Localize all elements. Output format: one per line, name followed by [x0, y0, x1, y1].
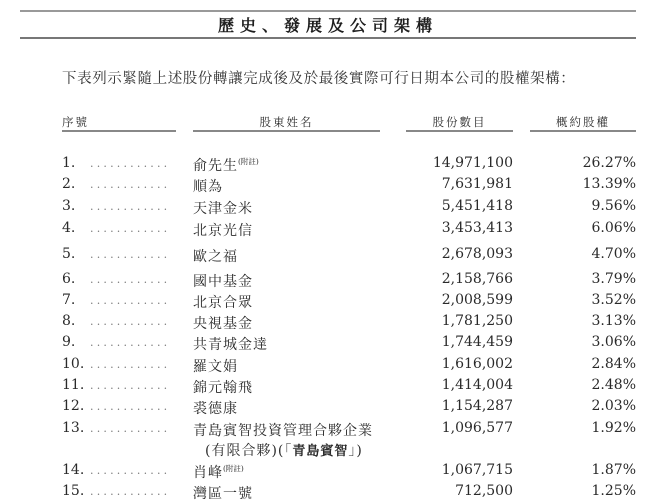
intro-paragraph: 下表列示緊隨上述股份轉讓完成後及於最後實際可行日期本公司的股權架構：: [62, 71, 576, 87]
shareholder-name: 青島賓智投資管理合夥企業: [193, 423, 373, 439]
leader-dots: ............: [90, 422, 171, 435]
table-row: [0, 398, 660, 418]
shareholding-pct: 13.39%: [582, 176, 636, 192]
header-underline-serial: [62, 130, 176, 132]
header-underline-name: [193, 130, 380, 132]
row-number: 9.: [62, 334, 76, 350]
table-row: [0, 462, 660, 482]
share-count: 712,500: [455, 483, 513, 499]
row-number: 10.: [62, 356, 85, 372]
shareholder-name-continuation: (有限合夥)(「青島賓智」): [205, 443, 363, 459]
table-row: [0, 246, 660, 266]
shareholder-name: 灣區一號: [193, 486, 253, 502]
shareholding-pct: 2.03%: [591, 398, 636, 414]
row-number: 14.: [62, 462, 85, 478]
table-row: [0, 313, 660, 333]
table-row: [0, 483, 660, 503]
shareholding-pct: 2.48%: [591, 377, 636, 393]
leader-dots: ............: [90, 222, 171, 235]
share-count: 14,971,100: [432, 155, 513, 171]
leader-dots: ............: [90, 178, 171, 191]
share-count: 1,067,715: [441, 462, 513, 478]
row-number: 12.: [62, 398, 85, 414]
share-count: 7,631,981: [441, 176, 513, 192]
shareholding-pct: 2.84%: [591, 356, 636, 372]
shareholding-pct: 1.92%: [591, 420, 636, 436]
header-share-count: 股份數目: [432, 115, 487, 129]
shareholding-pct: 3.13%: [591, 313, 636, 329]
row-number: 2.: [62, 176, 76, 192]
table-row: [0, 176, 660, 196]
table-row: [0, 377, 660, 397]
shareholder-name: 北京合眾: [193, 295, 253, 311]
shareholding-pct: 4.70%: [591, 246, 636, 262]
share-count: 2,008,599: [441, 292, 513, 308]
header-underline-pct: [530, 130, 636, 132]
row-number: 11.: [62, 377, 85, 393]
shareholder-name: 肖峰$^{(附註)}$: [193, 464, 244, 481]
shareholder-name: 錦元翰飛: [193, 380, 253, 396]
row-number: 4.: [62, 220, 76, 236]
share-count: 5,451,418: [441, 198, 513, 214]
share-count: 1,096,577: [441, 420, 513, 436]
row-number: 6.: [62, 271, 76, 287]
leader-dots: ............: [90, 315, 171, 328]
leader-dots: ............: [90, 157, 171, 170]
note-marker: (附註): [223, 464, 244, 473]
note-marker: (附註): [238, 157, 259, 166]
share-count: 3,453,413: [441, 220, 513, 236]
share-count: 1,154,287: [441, 398, 513, 414]
shareholding-pct: 1.25%: [591, 483, 636, 499]
share-count: 1,616,002: [441, 356, 513, 372]
defined-abbreviation: 青島賓智: [292, 444, 349, 459]
shareholding-pct: 9.56%: [591, 198, 636, 214]
shareholder-name: 共青城金達: [193, 337, 268, 353]
shareholder-name: 天津金米: [193, 201, 253, 217]
row-number: 5.: [62, 246, 76, 262]
header-approx-shareholding: 概約股權: [556, 115, 610, 129]
share-count: 2,678,093: [441, 246, 513, 262]
shareholder-name: 俞先生$^{(附註)}$: [193, 157, 259, 174]
header-serial-no: 序號: [62, 115, 89, 129]
table-row: [0, 271, 660, 291]
title-top-rule: [20, 10, 636, 12]
title-bottom-rule: [20, 37, 636, 39]
shareholding-pct: 1.87%: [591, 462, 636, 478]
row-number: 3.: [62, 198, 76, 214]
shareholder-name: 順為: [193, 179, 223, 195]
share-count: 1,744,459: [441, 334, 513, 350]
leader-dots: ............: [90, 464, 171, 477]
header-underline-shares: [406, 130, 513, 132]
table-row: [0, 420, 660, 440]
shareholding-pct: 26.27%: [582, 155, 636, 171]
leader-dots: ............: [90, 485, 171, 498]
table-row: [0, 220, 660, 240]
row-number: 7.: [62, 292, 76, 308]
shareholding-pct: 3.79%: [591, 271, 636, 287]
shareholder-name: 裘德康: [193, 401, 238, 417]
shareholder-name: 北京光信: [193, 223, 253, 239]
leader-dots: ............: [90, 358, 171, 371]
shareholding-pct: 6.06%: [591, 220, 636, 236]
table-row-continuation: [0, 440, 660, 460]
row-number: 1.: [62, 155, 76, 171]
section-title: 歷史、發展及公司架構: [217, 16, 438, 35]
leader-dots: ............: [90, 273, 171, 286]
share-count: 1,414,004: [441, 377, 513, 393]
row-number: 15.: [62, 483, 85, 499]
share-count: 1,781,250: [441, 313, 513, 329]
shareholder-name: 羅文娟: [193, 359, 238, 375]
row-number: 13.: [62, 420, 85, 436]
table-row: [0, 198, 660, 218]
leader-dots: ............: [90, 200, 171, 213]
shareholding-pct: 3.06%: [591, 334, 636, 350]
shareholder-name: 歐之福: [193, 249, 238, 265]
table-row: [0, 292, 660, 312]
leader-dots: ............: [90, 400, 171, 413]
table-row: [0, 155, 660, 175]
leader-dots: ............: [90, 336, 171, 349]
shareholder-name: 國中基金: [193, 274, 253, 290]
table-row: [0, 356, 660, 376]
table-row: [0, 334, 660, 354]
shareholder-name: 央視基金: [193, 316, 253, 332]
row-number: 8.: [62, 313, 76, 329]
shareholding-pct: 3.52%: [591, 292, 636, 308]
leader-dots: ............: [90, 379, 171, 392]
leader-dots: ............: [90, 248, 171, 261]
share-count: 2,158,766: [441, 271, 513, 287]
header-shareholder-name: 股東姓名: [259, 115, 314, 129]
leader-dots: ............: [90, 294, 171, 307]
